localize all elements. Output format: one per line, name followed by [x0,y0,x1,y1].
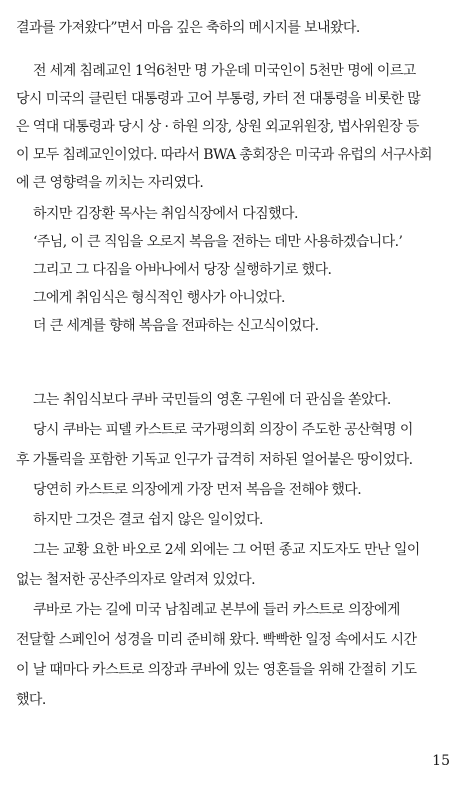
text-line: 그는 교황 요한 바오로 2세 외에는 그 어떤 종교 지도자도 만난 일이 [33,542,420,558]
text-line: 쿠바로 가는 길에 미국 남침례교 본부에 들러 카스트로 의장에게 [33,602,400,618]
text-line: 전달할 스페인어 성경을 미리 준비해 왔다. 빡빡한 일정 속에서도 시간 [16,632,417,648]
text-line: 그에게 취임식은 형식적인 행사가 아니었다. [33,290,285,306]
text-line: 후 가톨릭을 포함한 기독교 인구가 급격히 저하된 얼어붙은 땅이었다. [16,452,413,468]
text-line: 그는 취임식보다 쿠바 국민들의 영혼 구원에 더 관심을 쏟았다. [33,392,391,408]
text-line: 결과를 가져왔다”면서 마음 깊은 축하의 메시지를 보내왔다. [16,20,360,36]
text-line: 이 모두 침례교인이었다. 따라서 BWA 총회장은 미국과 유럽의 서구사회 [16,147,432,163]
text-line: 이 날 때마다 카스트로 의장과 쿠바에 있는 영혼들을 위해 간절히 기도 [16,662,417,678]
text-line: 없는 철저한 공산주의자로 알려져 있었다. [16,572,255,588]
text-line: 당시 쿠바는 피델 카스트로 국가평의회 의장이 주도한 공산혁명 이 [33,422,413,438]
text-line: 에 큰 영향력을 끼치는 자리였다. [16,175,204,191]
text-line: 하지만 그것은 결코 쉽지 않은 일이었다. [33,512,263,528]
text-line: ‘주님, 이 큰 직임을 오로지 복음을 전하는 데만 사용하겠습니다.’ [33,234,403,250]
text-line: 전 세계 침례교인 1억6천만 명 가운데 미국인이 5천만 명에 이르고 [33,63,416,79]
text-line: 은 역대 대통령과 당시 상 · 하원 의장, 상원 외교위원장, 법사위원장 등 [16,119,419,135]
text-line: 그리고 그 다짐을 아바나에서 당장 실행하기로 했다. [33,262,332,278]
page-number: 15 [432,753,450,769]
text-line: 당시 미국의 클린턴 대통령과 고어 부통령, 카터 전 대통령을 비롯한 많 [16,91,421,107]
text-line: 했다. [16,692,46,708]
text-line: 당연히 카스트로 의장에게 가장 먼저 복음을 전해야 했다. [33,482,362,498]
text-line: 하지만 김장환 목사는 취임식장에서 다짐했다. [33,206,298,222]
text-line: 더 큰 세계를 향해 복음을 전파하는 신고식이었다. [33,318,319,334]
